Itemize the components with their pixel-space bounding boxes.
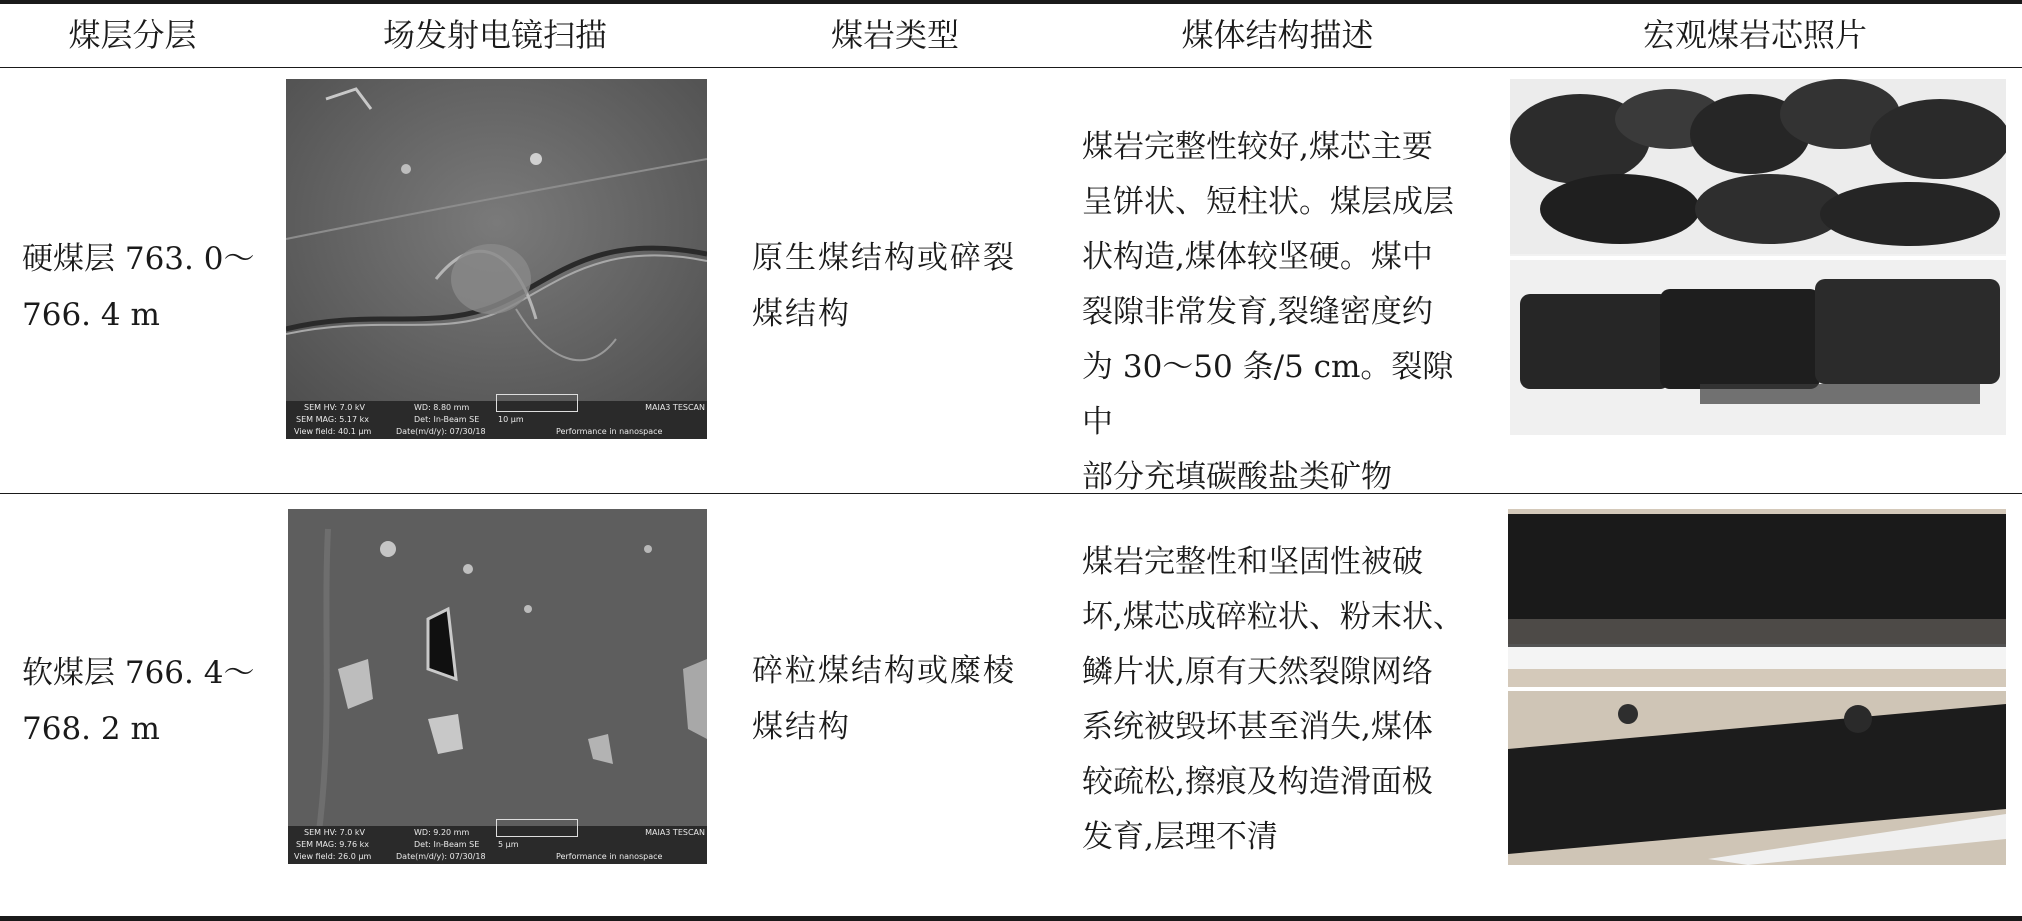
core-photo: [1510, 79, 2006, 435]
layer-line: 766. 4 m: [22, 297, 160, 333]
coal-type-line: 碎粒煤结构或糜棱: [752, 653, 1016, 689]
description-line: 为 30～50 条/5 cm。裂隙中: [1082, 349, 1454, 440]
sem-date: Date(m/d/y): 07/30/18: [396, 427, 486, 436]
sem-mag: SEM MAG: 9.76 kx: [296, 840, 369, 849]
sem-det: Det: In-Beam SE: [414, 840, 480, 849]
coal-type-line: 煤结构: [752, 296, 851, 332]
sem-scale-box: [496, 394, 578, 412]
sem-brand: MAIA3 TESCAN: [645, 403, 705, 412]
core-photo-graphic: [1510, 79, 2006, 435]
description-line: 坏,煤芯成碎粒状、粉末状、: [1082, 599, 1464, 635]
sem-brand: MAIA3 TESCAN: [645, 828, 705, 837]
sem-perf: Performance in nanospace: [556, 427, 663, 436]
layer-line: 软煤层 766. 4～: [22, 655, 255, 691]
coal-type-cell: [752, 643, 1016, 755]
sem-image: [288, 509, 707, 864]
layer-cell: [22, 231, 254, 343]
description-line: 鳞片状,原有天然裂隙网络: [1082, 654, 1433, 690]
description-line: 裂隙非常发育,裂缝密度约: [1082, 294, 1433, 330]
sem-scale: 5 μm: [498, 840, 519, 849]
sem-field: View field: 26.0 μm: [294, 852, 372, 861]
description-line: 状构造,煤体较坚硬。煤中: [1082, 239, 1433, 275]
description-line: 煤岩完整性和坚固性被破: [1082, 544, 1423, 580]
sem-wd: WD: 9.20 mm: [414, 828, 470, 837]
sem-wd: WD: 8.80 mm: [414, 403, 470, 412]
description-line: 系统被毁坏甚至消失,煤体: [1082, 709, 1433, 745]
row-divider: [0, 493, 2022, 494]
sem-micrograph: [288, 509, 707, 864]
table-bottom-rule: [0, 916, 2022, 921]
sem-image: [286, 79, 707, 439]
sem-field: View field: 40.1 μm: [294, 427, 372, 436]
sem-scale: 10 μm: [498, 415, 524, 424]
sem-perf: Performance in nanospace: [556, 852, 663, 861]
description-line: 部分充填碳酸盐类矿物: [1082, 459, 1392, 495]
description-line: 煤岩完整性较好,煤芯主要: [1082, 129, 1433, 165]
sem-hv: SEM HV: 7.0 kV: [304, 828, 366, 837]
description-line: 较疏松,擦痕及构造滑面极: [1082, 764, 1433, 800]
sem-info-bar: [286, 401, 707, 439]
sem-det: Det: In-Beam SE: [414, 415, 480, 424]
description-line: 发育,层理不清: [1082, 819, 1278, 855]
coal-type-cell: [752, 230, 1016, 342]
sem-info-bar: [288, 826, 707, 864]
layer-line: 硬煤层 763. 0～: [22, 241, 255, 277]
sem-micrograph: [286, 79, 707, 439]
sem-hv: SEM HV: 7.0 kV: [304, 403, 366, 412]
coal-type-line: 原生煤结构或碎裂: [752, 240, 1016, 276]
header-sem: 场发射电镜扫描: [382, 16, 607, 54]
layer-cell: [22, 645, 254, 757]
core-photo: [1508, 509, 2006, 865]
sem-scale-box: [496, 819, 578, 837]
description-line: 呈饼状、短柱状。煤层成层: [1082, 184, 1454, 220]
sem-mag: SEM MAG: 5.17 kx: [296, 415, 369, 424]
core-photo-graphic: [1508, 509, 2006, 865]
header-structure-description: 煤体结构描述: [1181, 16, 1374, 54]
header-layer: 煤层分层: [68, 16, 197, 54]
header-core-photo: 宏观煤岩芯照片: [1642, 16, 1867, 54]
layer-line: 768. 2 m: [22, 711, 160, 747]
header-coal-type: 煤岩类型: [830, 16, 959, 54]
header-rule: [0, 67, 2022, 68]
sem-date: Date(m/d/y): 07/30/18: [396, 852, 486, 861]
structure-description: [1082, 535, 1477, 865]
structure-description: [1082, 120, 1477, 505]
coal-type-line: 煤结构: [752, 709, 851, 745]
